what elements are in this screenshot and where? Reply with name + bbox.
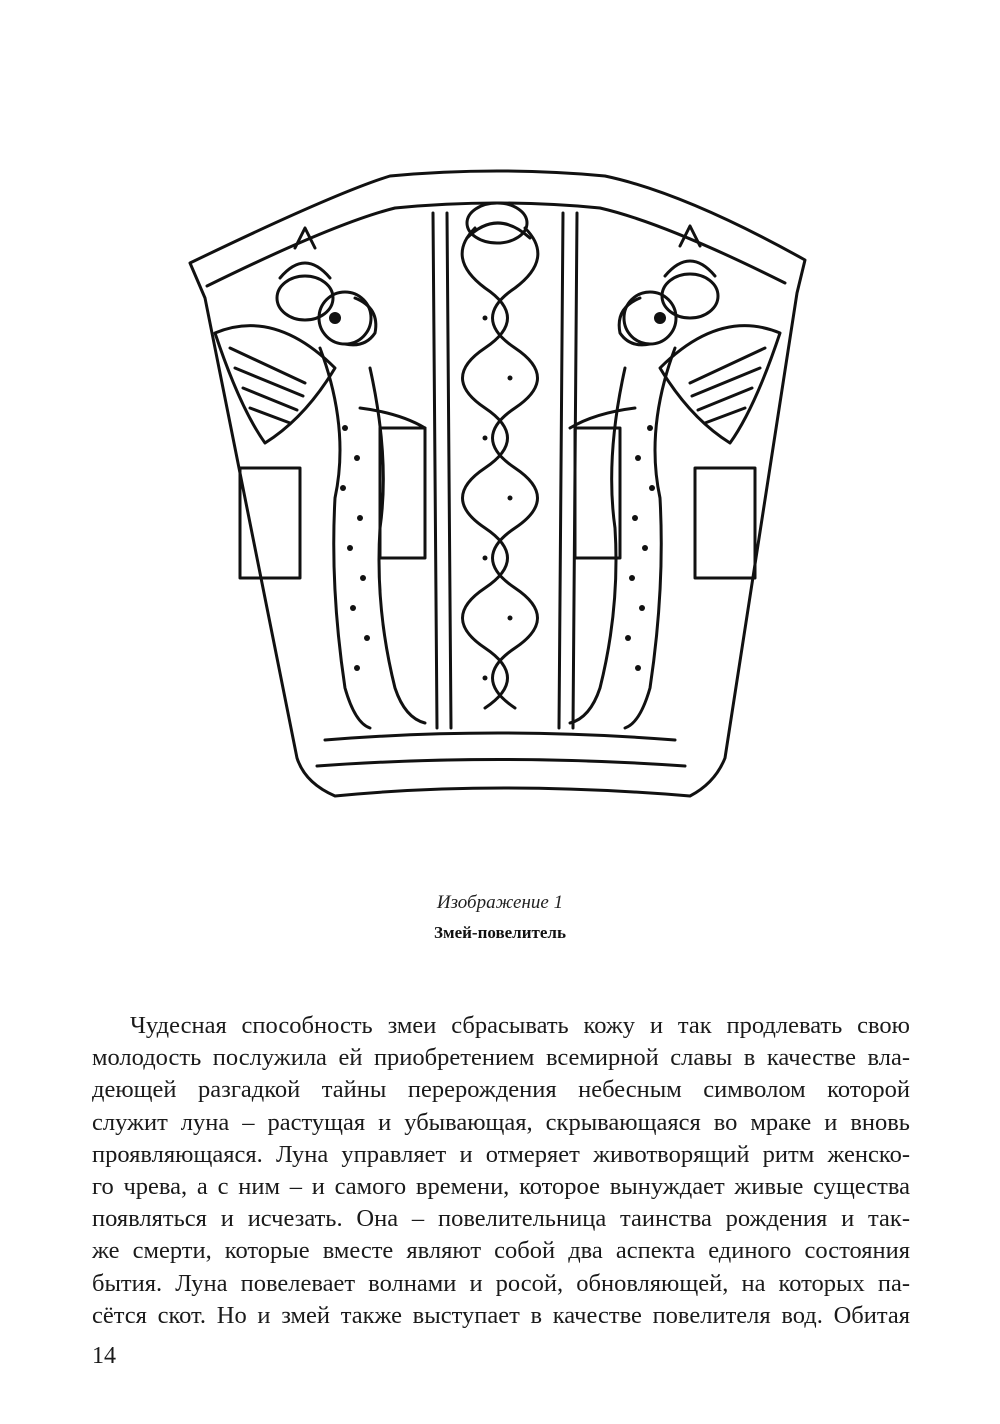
figure-caption-title: Змей-повелитель [434,923,566,942]
text-line: служит луна – растущая и убывающая, скрывающаяся во мраке и вновь [92,1108,910,1136]
text-line: сётся скот. Но и змей также выступает в качестве повелителя вод. Обитая [92,1301,910,1329]
text-line: же смерти, которые вместе являют собой два аспекта единого состояния [92,1237,910,1265]
body-paragraph [92,1010,910,1332]
text-line: бытия. Луна повелевает волнами и росой, обновляющей, на которых па- [92,1269,910,1297]
text-line: деющей разгадкой тайны перерождения небесным символом которой [92,1076,910,1104]
text-line: появляться и исчезать. Она – повелительница таинства рождения и так- [92,1205,910,1233]
serpent-lord-illustration [185,168,810,813]
figure-caption-label: Изображение 1 [436,892,564,913]
text-line: молодость послужила ей приобретением всемирной славы в качестве вла- [92,1044,910,1072]
text-line: проявляющаяся. Луна управляет и отмеряет животворящий ритм женско- [92,1140,910,1168]
text-line: Чудесная способность змеи сбрасывать кожу и так продлевать свою [130,1012,910,1039]
vessel-drawing [185,168,810,813]
page-number: 14 [92,1343,116,1369]
text-line: го чрева, а с ним – и самого времени, которое вынуждает живые существа [92,1172,910,1200]
